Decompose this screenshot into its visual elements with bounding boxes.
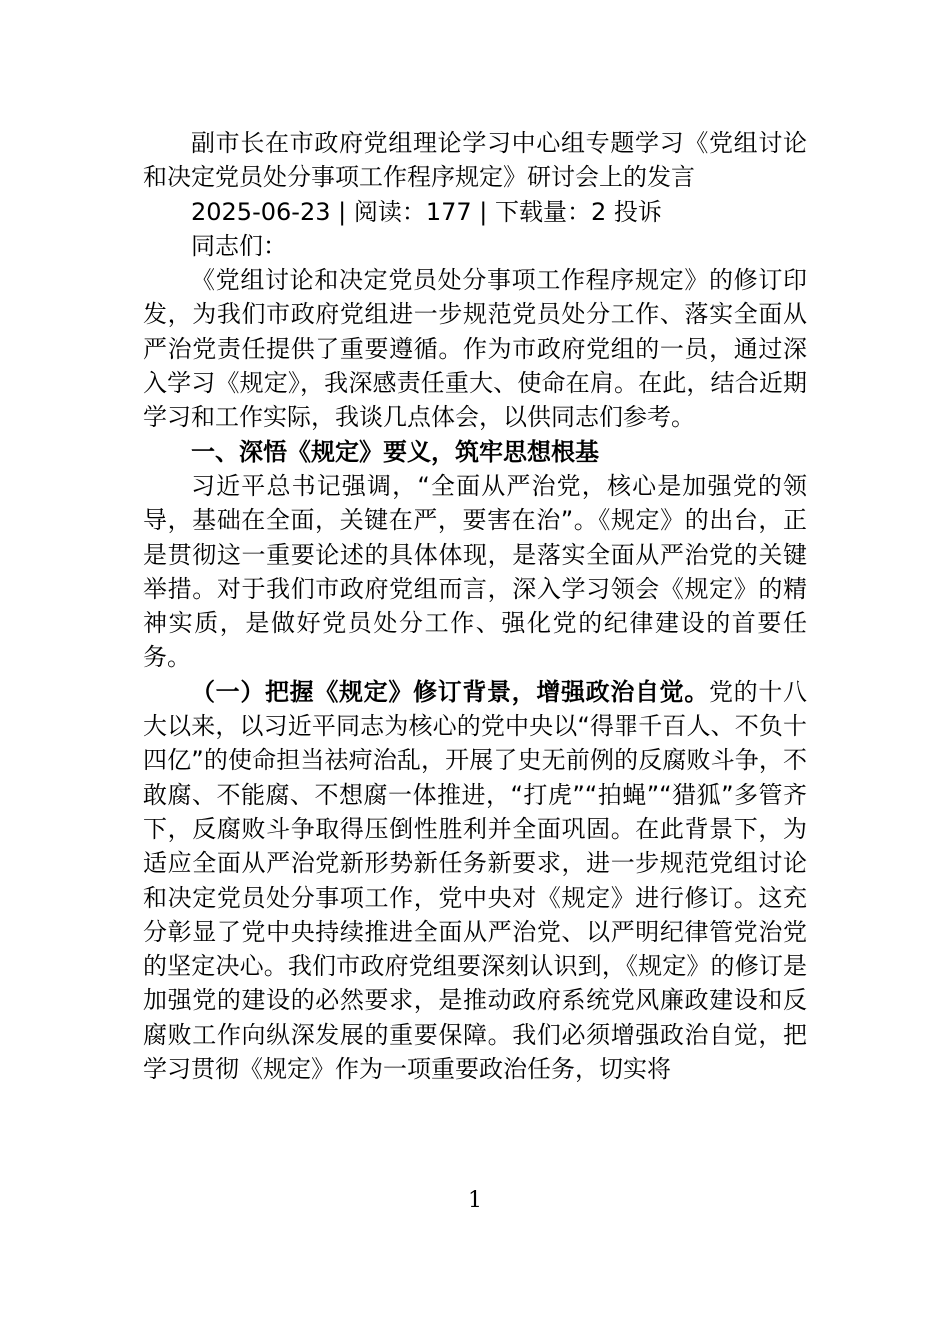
- paragraph-subsection-1: [143, 675, 807, 1087]
- paragraph-intro: 《党组讨论和决定党员处分事项工作程序规定》的修订印发，为我们市政府党组进一步规范党员处分工作、落实全面从严治党责任提供了重要遵循。作为市政府党组的一员，通过深入学习《规定》，我深感责任重大、使命在肩。在此，结合近期学习和工作实际，我谈几点体会，以供同志们参考。: [143, 266, 807, 432]
- document-title: 副市长在市政府党组理论学习中心组专题学习《党组讨论和决定党员处分事项工作程序规定》研讨会上的发言: [143, 129, 807, 192]
- greeting: 同志们：: [191, 231, 287, 260]
- paragraph-section-1: 习近平总书记强调，“全面从严治党，核心是加强党的领导，基础在全面，关键在严，要害在治”。《规定》的出台，正是贯彻这一重要论述的具体体现，是落实全面从严治党的关键举措。对于我们市政府党组而言，深入学习领会《规定》的精神实质，是做好党员处分工作、强化党的纪律建设的首要任务。: [143, 471, 807, 672]
- page-number: 1: [468, 1188, 482, 1213]
- document-body: [143, 126, 807, 1086]
- section-heading: 一、深悟《规定》要义，筑牢思想根基: [191, 437, 599, 466]
- subsection-text: 党的十八大以来，以习近平同志为核心的党中央以“得罪千百人、不负十四亿”的使命担当祛疴治乱，开展了史无前例的反腐败斗争，不敢腐、不能腐、不想腐一体推进，“打虎”“拍蝇”“猎狐”多管齐下，反腐败斗争取得压倒性胜利并全面巩固。在此背景下，为适应全面从严治党新形势新任务新要求，进一步规范党组讨论和决定党员处分事项工作，党中央对《规定》进行修订。这充分彰显了党中央持续推进全面从严治党、以严明纪律管党治党的坚定决心。我们市政府党组要深刻认识到，《规定》的修订是加强党的建设的必然要求，是推动政府系统党风廉政建设和反腐败工作向纵深发展的重要保障。我们必须增强政治自觉，把学习贯彻《规定》作为一项重要政治任务，切实将: [143, 677, 807, 1084]
- subsection-heading: （一）把握《规定》修订背景，增强政治自觉。: [191, 677, 709, 706]
- document-meta: 2025-06-23 | 阅读：177 | 下载量：2 投诉: [191, 197, 662, 226]
